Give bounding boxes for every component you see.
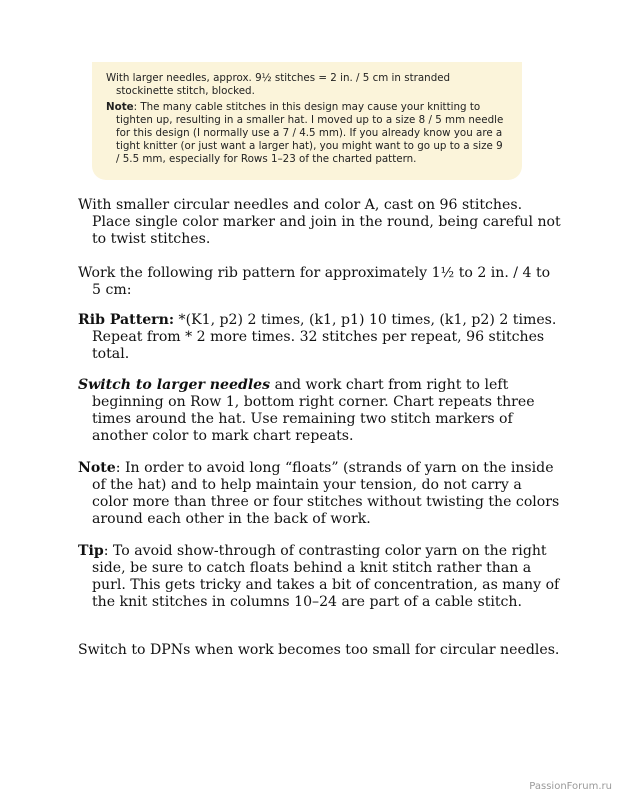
switch-needles-paragraph [78,377,562,445]
tip-label: Tip [78,543,104,559]
dpns-paragraph: Switch to DPNs when work becomes too small for circular needles. [78,642,560,658]
floats-note-paragraph [78,460,562,528]
gauge-text: With larger needles, approx. 9½ stitches = 2 in. / 5 cm in stranded stockinette stitch, blocked. [106,72,451,97]
tip-text: : To avoid show-through of contrasting color yarn on the right side, be sure to catch floats behind a knit stitch rather than a purl. This gets tricky and takes a bit of concentration, as many of the knit stitches in columns 10–24 are part of a cable stitch. [92,543,560,610]
box-note-body: : The many cable stitches in this design may cause your knitting to tighten up, resulting in a smaller hat. I moved up to a size 8 / 5 mm needle for this design (I normally use a 7 / 4.5 mm). If you already know you are a tight knitter (or just want a larger hat), you might want to go up to a size 9 / 5.5 mm, especially for Rows 1–23 of the charted pattern. [116,101,504,165]
floats-note-label: Note [78,460,116,476]
gauge-note-box [92,62,522,180]
rib-intro-paragraph: Work the following rib pattern for approximately 1½ to 2 in. / 4 to 5 cm: [78,265,551,298]
switch-needles-text: and work chart from right to left beginning on Row 1, bottom right corner. Chart repeats three times around the hat. Use remaining two stitch markers of another color to mark chart repeats. [92,377,535,444]
cast-on-paragraph: With smaller circular needles and color A, cast on 96 stitches. Place single color marker and join in the round, being careful not to twist stitches. [78,197,561,247]
rib-pattern-label: Rib Pattern: [78,312,175,328]
switch-needles-label: Switch to larger needles [78,377,271,393]
box-note-text [106,101,508,166]
rib-pattern-paragraph [78,312,562,363]
tip-paragraph [78,543,562,611]
watermark: PassionForum.ru [529,781,612,792]
floats-note-text: : In order to avoid long “floats” (strands of yarn on the inside of the hat) and to help maintain your tension, do not carry a color more than three or four stitches without twisting the colors around each other in the back of work. [92,460,560,527]
box-note-label: Note [106,101,134,113]
rib-pattern-text: *(K1, p2) 2 times, (k1, p1) 10 times, (k1, p2) 2 times. Repeat from * 2 more times. 32 stitches per repeat, 96 stitches total. [92,312,557,362]
